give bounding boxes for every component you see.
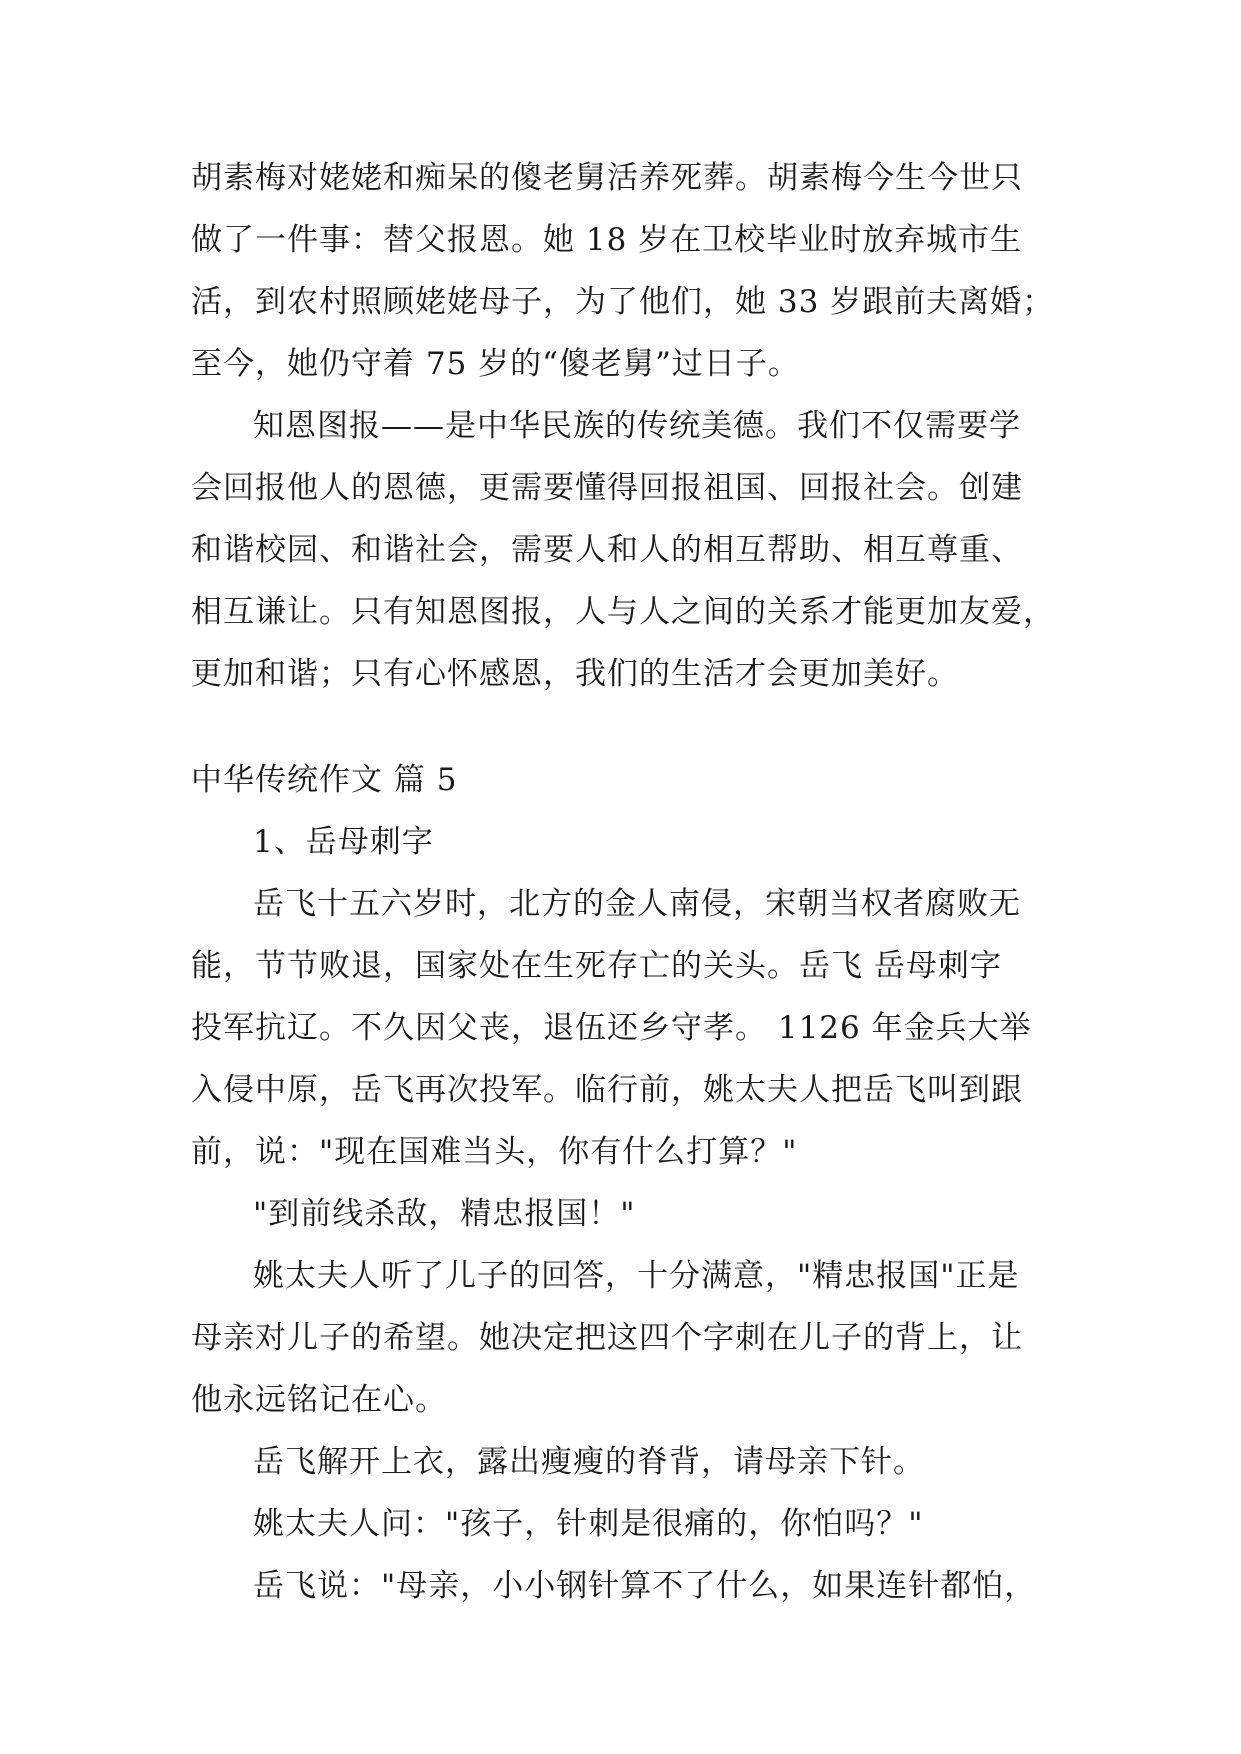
paragraph-line: 至今，她仍守着 75 岁的“傻老舅”过日子。 <box>191 346 800 382</box>
subsection-title: 1、岳母刺字 <box>253 824 434 860</box>
story-line: 前，说："现在国难当头，你有什么打算？" <box>191 1134 798 1170</box>
story-line: 他永远铭记在心。 <box>191 1382 447 1418</box>
story-line: 投军抗辽。不久因父丧，退伍还乡守孝。 1126 年金兵大举 <box>191 1010 1032 1046</box>
story-line: 母亲对儿子的希望。她决定把这四个字刺在儿子的背上，让 <box>191 1320 1023 1356</box>
story-line: 岳飞十五六岁时，北方的金人南侵，宋朝当权者腐败无 <box>253 886 1021 922</box>
paragraph-line: 做了一件事：替父报恩。她 18 岁在卫校毕业时放弃城市生 <box>191 222 1023 258</box>
story-line: 岳飞说："母亲，小小钢针算不了什么，如果连针都怕， <box>253 1568 1037 1604</box>
story-line: 岳飞解开上衣，露出瘦瘦的脊背，请母亲下针。 <box>253 1444 925 1480</box>
story-line: 姚太夫人听了儿子的回答，十分满意，"精忠报国"正是 <box>253 1258 1020 1294</box>
section-title: 中华传统作文 篇 5 <box>191 762 458 798</box>
paragraph-line: 更加和谐；只有心怀感恩，我们的生活才会更加美好。 <box>191 656 959 692</box>
story-line: 入侵中原，岳飞再次投军。临行前，姚太夫人把岳飞叫到跟 <box>191 1072 1023 1108</box>
story-line: 能，节节败退，国家处在生死存亡的关头。岳飞 岳母刺字 <box>191 948 1002 984</box>
story-line: 姚太夫人问："孩子，针刺是很痛的，你怕吗？" <box>253 1506 924 1542</box>
paragraph-line: 和谐校园、和谐社会，需要人和人的相互帮助、相互尊重、 <box>191 532 1023 568</box>
paragraph-line: 相互谦让。只有知恩图报，人与人之间的关系才能更加友爱， <box>191 594 1055 630</box>
paragraph-line: 胡素梅对姥姥和痴呆的傻老舅活养死葬。胡素梅今生今世只 <box>191 160 1023 196</box>
paragraph-line: 活，到农村照顾姥姥母子，为了他们，她 33 岁跟前夫离婚； <box>191 284 1055 320</box>
paragraph-line: 知恩图报——是中华民族的传统美德。我们不仅需要学 <box>253 408 1021 444</box>
story-line: "到前线杀敌，精忠报国！" <box>253 1196 636 1232</box>
paragraph-line: 会回报他人的恩德，更需要懂得回报祖国、回报社会。创建 <box>191 470 1023 506</box>
